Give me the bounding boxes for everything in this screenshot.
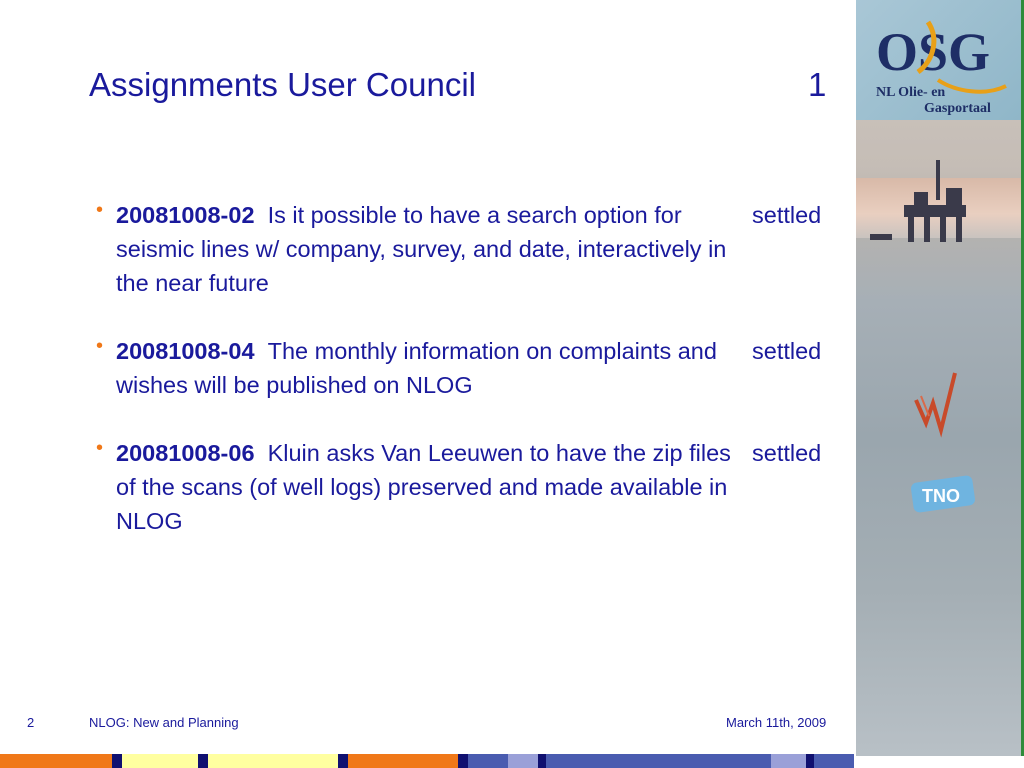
decorative-color-bar [0,754,1024,768]
assignment-list [96,198,841,572]
item-code: 20081008-02 [116,202,255,228]
side-image-panel [856,0,1024,756]
item-description: Kluin asks Van Leeuwen to have the zip files of the scans (of well logs) preserved and made available in NLOG [116,440,731,534]
item-status: settled [752,202,822,228]
item-text-block [116,436,731,538]
osg-logo [856,0,1024,120]
list-item [96,436,841,538]
footer-date: March 11th, 2009 [726,715,827,730]
footer-page-number: 2 [27,715,35,730]
oil-platform-icon [856,150,1024,260]
logo-mark: OSG [876,22,991,82]
item-text-block [116,198,731,300]
item-status: settled [752,338,822,364]
svg-text:TNO: TNO [922,486,960,506]
item-description: The monthly information on complaints and wishes will be published on NLOG [116,338,717,398]
list-item [96,198,841,300]
slide-title-number: 1 [808,66,827,103]
logo-line1: NL Olie- en [876,85,946,100]
logo-line2: Gasportaal [924,101,991,116]
slide-title: Assignments User Council [89,66,476,103]
footer-title: NLOG: New and Planning [89,715,239,730]
item-status: settled [752,440,822,466]
wave-logo-icon [911,368,971,448]
item-text-block [116,334,731,402]
bullet-icon: • [96,199,104,221]
bullet-icon: • [96,437,104,459]
item-code: 20081008-06 [116,440,255,466]
tno-logo-icon [908,465,978,525]
item-description: Is it possible to have a search option for seismic lines w/ company, survey, and date, interactively in the near future [116,202,727,296]
bullet-icon: • [96,335,104,357]
item-code: 20081008-04 [116,338,255,364]
list-item [96,334,841,402]
